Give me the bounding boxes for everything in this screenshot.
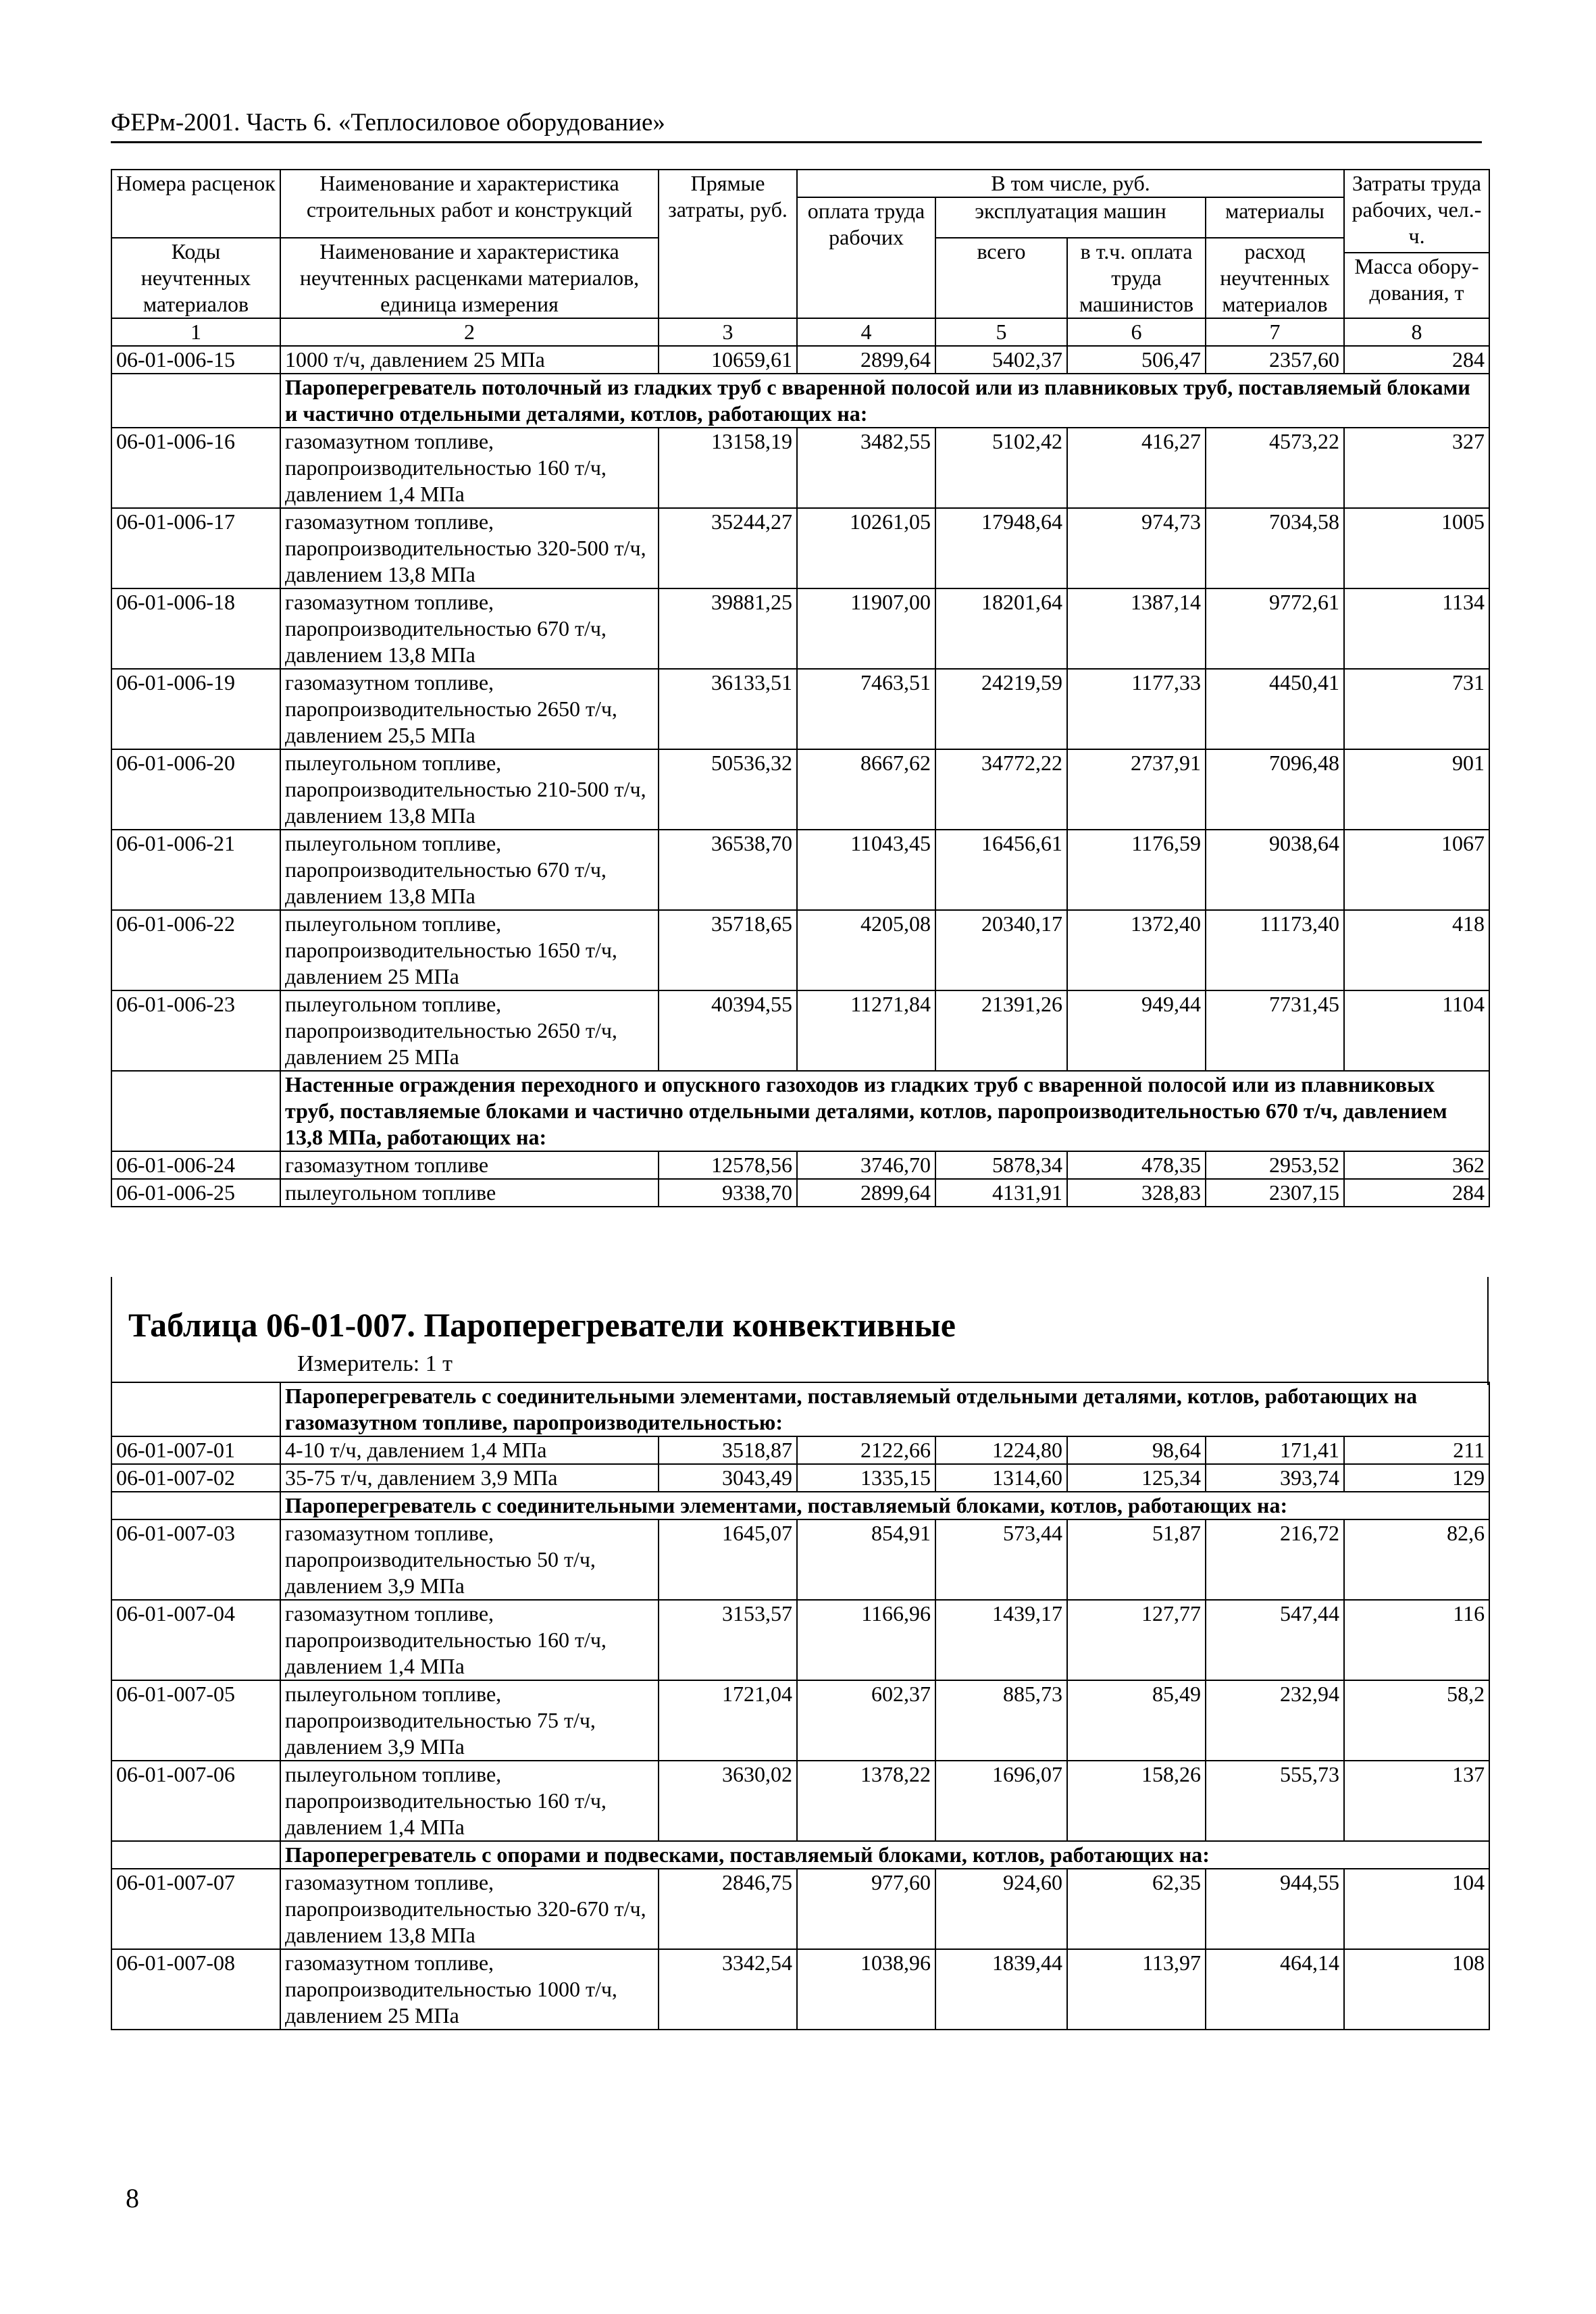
labor-pay: 854,91 bbox=[797, 1519, 935, 1600]
col6-header: в т.ч. оплата труда машинистов bbox=[1067, 238, 1206, 318]
direct-costs: 1645,07 bbox=[659, 1519, 797, 1600]
direct-costs: 35244,27 bbox=[659, 508, 797, 588]
col-number: 6 bbox=[1067, 318, 1206, 346]
labor-hours: 137 bbox=[1344, 1761, 1489, 1841]
labor-hours: 58,2 bbox=[1344, 1680, 1489, 1761]
machines-total: 21391,26 bbox=[935, 990, 1067, 1071]
rate-description: пылеугольном топливе, паропроизводительностью 2650 т/ч, давлением 25 МПа bbox=[280, 990, 659, 1071]
labor-pay: 11043,45 bbox=[797, 830, 935, 910]
machines-total: 34772,22 bbox=[935, 749, 1067, 830]
col1-header-bottom: Коды неучтенных материалов bbox=[111, 238, 280, 318]
labor-hours: 284 bbox=[1344, 346, 1489, 374]
labor-pay: 1378,22 bbox=[797, 1761, 935, 1841]
machinist-pay: 158,26 bbox=[1067, 1761, 1206, 1841]
machines-total: 5402,37 bbox=[935, 346, 1067, 374]
section-blank bbox=[111, 1382, 280, 1436]
labor-pay: 4205,08 bbox=[797, 910, 935, 990]
machines-total: 1696,07 bbox=[935, 1761, 1067, 1841]
table-row bbox=[111, 749, 1489, 830]
labor-hours: 1005 bbox=[1344, 508, 1489, 588]
direct-costs: 3630,02 bbox=[659, 1761, 797, 1841]
labor-hours: 211 bbox=[1344, 1436, 1489, 1464]
machinist-pay: 85,49 bbox=[1067, 1680, 1206, 1761]
labor-hours: 1104 bbox=[1344, 990, 1489, 1071]
machines-total: 1839,44 bbox=[935, 1949, 1067, 2030]
table-row bbox=[111, 1151, 1489, 1179]
col4-header: оплата труда рабочих bbox=[797, 197, 935, 318]
direct-costs: 39881,25 bbox=[659, 588, 797, 669]
table-row bbox=[111, 428, 1489, 508]
col-number: 7 bbox=[1206, 318, 1344, 346]
labor-hours: 327 bbox=[1344, 428, 1489, 508]
machinist-pay: 974,73 bbox=[1067, 508, 1206, 588]
labor-hours: 129 bbox=[1344, 1464, 1489, 1492]
rate-description: газомазутном топливе, паропроизводительностью 160 т/ч, давлением 1,4 МПа bbox=[280, 428, 659, 508]
direct-costs: 3342,54 bbox=[659, 1949, 797, 2030]
materials: 7096,48 bbox=[1206, 749, 1344, 830]
machinist-pay: 51,87 bbox=[1067, 1519, 1206, 1600]
materials: 2307,15 bbox=[1206, 1179, 1344, 1207]
rate-code: 06-01-006-23 bbox=[111, 990, 280, 1071]
table-row bbox=[111, 588, 1489, 669]
group-header-materials: материалы bbox=[1206, 197, 1344, 238]
labor-pay: 3746,70 bbox=[797, 1151, 935, 1179]
group-header-incl: В том числе, руб. bbox=[797, 170, 1344, 197]
machinist-pay: 2737,91 bbox=[1067, 749, 1206, 830]
machinist-pay: 113,97 bbox=[1067, 1949, 1206, 2030]
col-number: 4 bbox=[797, 318, 935, 346]
rate-code: 06-01-006-19 bbox=[111, 669, 280, 749]
direct-costs: 2846,75 bbox=[659, 1869, 797, 1949]
machinist-pay: 1177,33 bbox=[1067, 669, 1206, 749]
rate-code: 06-01-006-16 bbox=[111, 428, 280, 508]
materials: 4450,41 bbox=[1206, 669, 1344, 749]
machines-total: 885,73 bbox=[935, 1680, 1067, 1761]
table-row bbox=[111, 990, 1489, 1071]
col-number: 5 bbox=[935, 318, 1067, 346]
labor-hours: 731 bbox=[1344, 669, 1489, 749]
materials: 9772,61 bbox=[1206, 588, 1344, 669]
materials: 464,14 bbox=[1206, 1949, 1344, 2030]
machines-total: 16456,61 bbox=[935, 830, 1067, 910]
machinist-pay: 1176,59 bbox=[1067, 830, 1206, 910]
col8-header-bottom: Масса обору-дования, т bbox=[1344, 253, 1489, 318]
labor-pay: 11271,84 bbox=[797, 990, 935, 1071]
machinist-pay: 328,83 bbox=[1067, 1179, 1206, 1207]
rate-description: пылеугольном топливе, паропроизводительностью 670 т/ч, давлением 13,8 МПа bbox=[280, 830, 659, 910]
rate-description: пылеугольном топливе, паропроизводительностью 210-500 т/ч, давлением 13,8 МПа bbox=[280, 749, 659, 830]
section-heading: Настенные ограждения переходного и опускного газоходов из гладких труб с вваренной полосой или из плавниковых труб, поставляемые блоками и частично отдельными деталями, котлов, паропроизводительностью 670 т/ч, давлением 13,8 МПа, работающих на: bbox=[280, 1071, 1489, 1151]
machinist-pay: 62,35 bbox=[1067, 1869, 1206, 1949]
machines-total: 4131,91 bbox=[935, 1179, 1067, 1207]
group-header-machines: эксплуатация машин bbox=[935, 197, 1206, 238]
machines-total: 24219,59 bbox=[935, 669, 1067, 749]
section-row bbox=[111, 1492, 1489, 1519]
labor-hours: 104 bbox=[1344, 1869, 1489, 1949]
rate-description: пылеугольном топливе, паропроизводительностью 75 т/ч, давлением 3,9 МПа bbox=[280, 1680, 659, 1761]
rate-code: 06-01-007-07 bbox=[111, 1869, 280, 1949]
rate-description: газомазутном топливе, паропроизводительностью 2650 т/ч, давлением 25,5 МПа bbox=[280, 669, 659, 749]
labor-hours: 284 bbox=[1344, 1179, 1489, 1207]
table-row bbox=[111, 1600, 1489, 1680]
rate-code: 06-01-006-25 bbox=[111, 1179, 280, 1207]
materials: 7034,58 bbox=[1206, 508, 1344, 588]
table-row bbox=[111, 1179, 1489, 1207]
labor-pay: 1038,96 bbox=[797, 1949, 935, 2030]
labor-pay: 3482,55 bbox=[797, 428, 935, 508]
machinist-pay: 98,64 bbox=[1067, 1436, 1206, 1464]
col-number: 2 bbox=[280, 318, 659, 346]
table-row bbox=[111, 910, 1489, 990]
table-row bbox=[111, 1869, 1489, 1949]
materials: 2953,52 bbox=[1206, 1151, 1344, 1179]
machinist-pay: 949,44 bbox=[1067, 990, 1206, 1071]
machinist-pay: 125,34 bbox=[1067, 1464, 1206, 1492]
page-header: ФЕРм-2001. Часть 6. «Теплосиловое оборудование» bbox=[111, 108, 1482, 143]
materials: 171,41 bbox=[1206, 1436, 1344, 1464]
rate-description: газомазутном топливе, паропроизводительностью 320-670 т/ч, давлением 13,8 МПа bbox=[280, 1869, 659, 1949]
table-row bbox=[111, 669, 1489, 749]
page-number: 8 bbox=[126, 2183, 139, 2213]
direct-costs: 12578,56 bbox=[659, 1151, 797, 1179]
materials: 9038,64 bbox=[1206, 830, 1344, 910]
direct-costs: 3043,49 bbox=[659, 1464, 797, 1492]
labor-pay: 8667,62 bbox=[797, 749, 935, 830]
machines-total: 1224,80 bbox=[935, 1436, 1067, 1464]
section-row bbox=[111, 374, 1489, 428]
labor-pay: 602,37 bbox=[797, 1680, 935, 1761]
labor-pay: 1335,15 bbox=[797, 1464, 935, 1492]
col8-header-top: Затраты труда рабочих, чел.-ч. bbox=[1344, 170, 1489, 253]
rate-description: газомазутном топливе, паропроизводительностью 320-500 т/ч, давлением 13,8 МПа bbox=[280, 508, 659, 588]
machinist-pay: 1372,40 bbox=[1067, 910, 1206, 990]
table-row bbox=[111, 1436, 1489, 1464]
table-row bbox=[111, 346, 1489, 374]
col-number: 8 bbox=[1344, 318, 1489, 346]
col-number: 1 bbox=[111, 318, 280, 346]
materials: 11173,40 bbox=[1206, 910, 1344, 990]
rate-code: 06-01-006-15 bbox=[111, 346, 280, 374]
section-blank bbox=[111, 1071, 280, 1151]
rate-code: 06-01-006-24 bbox=[111, 1151, 280, 1179]
machines-total: 18201,64 bbox=[935, 588, 1067, 669]
labor-hours: 82,6 bbox=[1344, 1519, 1489, 1600]
direct-costs: 40394,55 bbox=[659, 990, 797, 1071]
rate-code: 06-01-007-08 bbox=[111, 1949, 280, 2030]
rates-table-06-01-007 bbox=[111, 1382, 1490, 2030]
labor-hours: 418 bbox=[1344, 910, 1489, 990]
machines-total: 20340,17 bbox=[935, 910, 1067, 990]
direct-costs: 35718,65 bbox=[659, 910, 797, 990]
materials: 944,55 bbox=[1206, 1869, 1344, 1949]
direct-costs: 3518,87 bbox=[659, 1436, 797, 1464]
rate-code: 06-01-006-17 bbox=[111, 508, 280, 588]
machinist-pay: 1387,14 bbox=[1067, 588, 1206, 669]
section-blank bbox=[111, 1492, 280, 1519]
rate-description: газомазутном топливе, паропроизводительностью 1000 т/ч, давлением 25 МПа bbox=[280, 1949, 659, 2030]
machines-total: 17948,64 bbox=[935, 508, 1067, 588]
labor-hours: 362 bbox=[1344, 1151, 1489, 1179]
col1-header-top: Номера расценок bbox=[111, 170, 280, 238]
labor-pay: 10261,05 bbox=[797, 508, 935, 588]
machines-total: 1314,60 bbox=[935, 1464, 1067, 1492]
section-blank bbox=[111, 1841, 280, 1869]
machines-total: 5102,42 bbox=[935, 428, 1067, 508]
machines-total: 1439,17 bbox=[935, 1600, 1067, 1680]
rate-description: пылеугольном топливе, паропроизводительностью 1650 т/ч, давлением 25 МПа bbox=[280, 910, 659, 990]
table-row bbox=[111, 1519, 1489, 1600]
direct-costs: 1721,04 bbox=[659, 1680, 797, 1761]
direct-costs: 3153,57 bbox=[659, 1600, 797, 1680]
rate-code: 06-01-007-02 bbox=[111, 1464, 280, 1492]
materials: 2357,60 bbox=[1206, 346, 1344, 374]
direct-costs: 10659,61 bbox=[659, 346, 797, 374]
labor-pay: 2899,64 bbox=[797, 346, 935, 374]
rate-code: 06-01-006-21 bbox=[111, 830, 280, 910]
section-row bbox=[111, 1071, 1489, 1151]
rate-description: 1000 т/ч, давлением 25 МПа bbox=[280, 346, 659, 374]
rate-code: 06-01-007-05 bbox=[111, 1680, 280, 1761]
labor-hours: 108 bbox=[1344, 1949, 1489, 2030]
materials: 7731,45 bbox=[1206, 990, 1344, 1071]
unit-label: Измеритель: 1 т bbox=[297, 1351, 453, 1376]
machines-total: 5878,34 bbox=[935, 1151, 1067, 1179]
section-heading: Пароперегреватель потолочный из гладких труб с вваренной полосой или из плавниковых труб, поставляемый блоками и частично отдельными деталями, котлов, работающих на: bbox=[280, 374, 1489, 428]
table-row bbox=[111, 508, 1489, 588]
rate-description: 4-10 т/ч, давлением 1,4 МПа bbox=[280, 1436, 659, 1464]
rate-description: газомазутном топливе, паропроизводительностью 670 т/ч, давлением 13,8 МПа bbox=[280, 588, 659, 669]
machinist-pay: 506,47 bbox=[1067, 346, 1206, 374]
machinist-pay: 416,27 bbox=[1067, 428, 1206, 508]
materials: 393,74 bbox=[1206, 1464, 1344, 1492]
rate-code: 06-01-007-06 bbox=[111, 1761, 280, 1841]
col2-header-bottom: Наименование и характеристика неучтенных расценками материалов, единица измерения bbox=[280, 238, 659, 318]
direct-costs: 36538,70 bbox=[659, 830, 797, 910]
rate-code: 06-01-007-03 bbox=[111, 1519, 280, 1600]
direct-costs: 13158,19 bbox=[659, 428, 797, 508]
labor-hours: 1067 bbox=[1344, 830, 1489, 910]
labor-hours: 1134 bbox=[1344, 588, 1489, 669]
labor-pay: 2899,64 bbox=[797, 1179, 935, 1207]
materials: 4573,22 bbox=[1206, 428, 1344, 508]
labor-hours: 116 bbox=[1344, 1600, 1489, 1680]
col5-header: всего bbox=[935, 238, 1067, 318]
rate-description: газомазутном топливе, паропроизводительностью 160 т/ч, давлением 1,4 МПа bbox=[280, 1600, 659, 1680]
section-heading: Пароперегреватель с соединительными элементами, поставляемый блоками, котлов, работающих на: bbox=[280, 1492, 1489, 1519]
col7-header: расход неучтенных материалов bbox=[1206, 238, 1344, 318]
section-row bbox=[111, 1382, 1489, 1436]
rate-code: 06-01-007-04 bbox=[111, 1600, 280, 1680]
rates-table-06-01-006 bbox=[111, 169, 1490, 1207]
labor-pay: 2122,66 bbox=[797, 1436, 935, 1464]
materials: 232,94 bbox=[1206, 1680, 1344, 1761]
rate-code: 06-01-006-18 bbox=[111, 588, 280, 669]
table-row bbox=[111, 1949, 1489, 2030]
rate-code: 06-01-007-01 bbox=[111, 1436, 280, 1464]
materials: 216,72 bbox=[1206, 1519, 1344, 1600]
table-row bbox=[111, 1761, 1489, 1841]
rate-description: пылеугольном топливе bbox=[280, 1179, 659, 1207]
section-heading: Пароперегреватель с соединительными элементами, поставляемый отдельными деталями, котлов, работающих на газомазутном топливе, паропроизводительностью: bbox=[280, 1382, 1489, 1436]
direct-costs: 9338,70 bbox=[659, 1179, 797, 1207]
direct-costs: 50536,32 bbox=[659, 749, 797, 830]
machinist-pay: 127,77 bbox=[1067, 1600, 1206, 1680]
materials: 547,44 bbox=[1206, 1600, 1344, 1680]
labor-pay: 1166,96 bbox=[797, 1600, 935, 1680]
rate-description: газомазутном топливе, паропроизводительностью 50 т/ч, давлением 3,9 МПа bbox=[280, 1519, 659, 1600]
materials: 555,73 bbox=[1206, 1761, 1344, 1841]
rate-code: 06-01-006-22 bbox=[111, 910, 280, 990]
rate-description: пылеугольном топливе, паропроизводительностью 160 т/ч, давлением 1,4 МПа bbox=[280, 1761, 659, 1841]
table-row bbox=[111, 830, 1489, 910]
section-blank bbox=[111, 374, 280, 428]
rate-description: газомазутном топливе bbox=[280, 1151, 659, 1179]
section-heading: Пароперегреватель с опорами и подвесками, поставляемый блоками, котлов, работающих на: bbox=[280, 1841, 1489, 1869]
labor-hours: 901 bbox=[1344, 749, 1489, 830]
section-row bbox=[111, 1841, 1489, 1869]
table-row bbox=[111, 1464, 1489, 1492]
col3-header: Прямые затраты, руб. bbox=[659, 170, 797, 318]
labor-pay: 7463,51 bbox=[797, 669, 935, 749]
rate-description: 35-75 т/ч, давлением 3,9 МПа bbox=[280, 1464, 659, 1492]
direct-costs: 36133,51 bbox=[659, 669, 797, 749]
rate-code: 06-01-006-20 bbox=[111, 749, 280, 830]
table-title: Таблица 06-01-007. Пароперегреватели конвективные bbox=[128, 1306, 956, 1344]
col-number: 3 bbox=[659, 318, 797, 346]
col2-header-top: Наименование и характеристика строительных работ и конструкций bbox=[280, 170, 659, 238]
machinist-pay: 478,35 bbox=[1067, 1151, 1206, 1179]
table-row bbox=[111, 1680, 1489, 1761]
machines-total: 924,60 bbox=[935, 1869, 1067, 1949]
machines-total: 573,44 bbox=[935, 1519, 1067, 1600]
labor-pay: 977,60 bbox=[797, 1869, 935, 1949]
labor-pay: 11907,00 bbox=[797, 588, 935, 669]
